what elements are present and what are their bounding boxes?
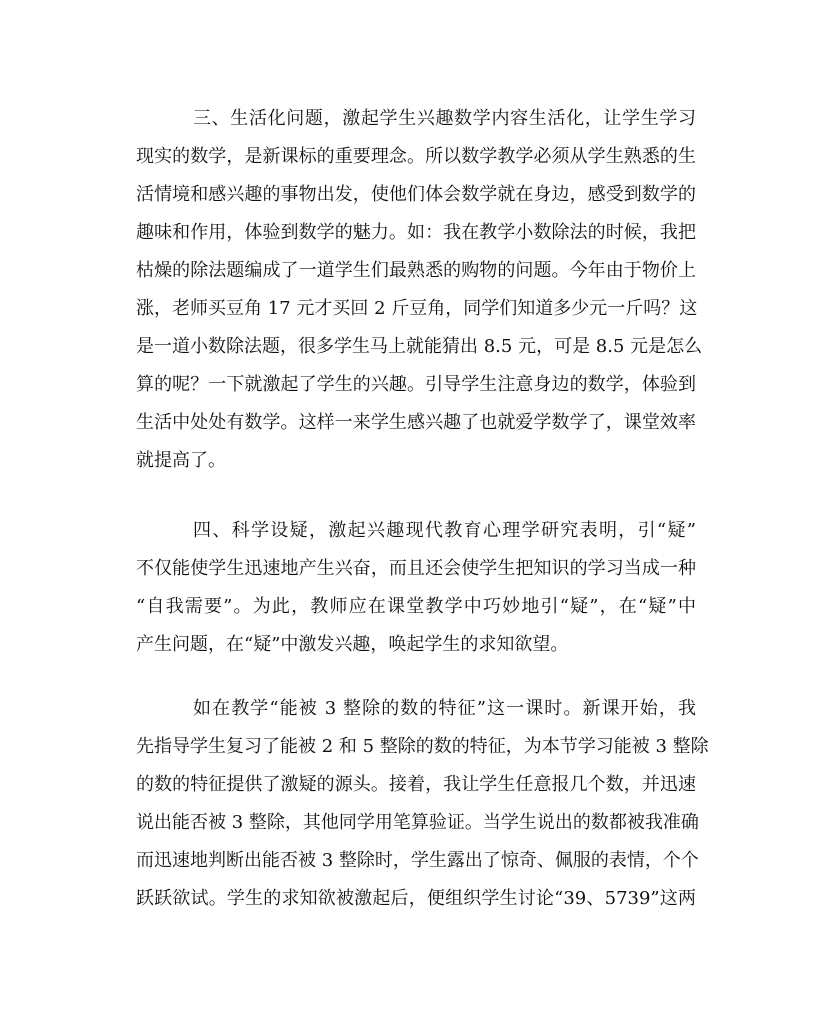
text-line: 枯燥的除法题编成了一道学生们最熟悉的购物的问题。今年由于物价上 bbox=[136, 260, 696, 281]
text-line: 先指导学生复习了能被 2 和 5 整除的数的特征，为本节学习能被 3 整除 bbox=[136, 736, 709, 757]
text-line: 现实的数学，是新课标的重要理念。所以数学教学必须从学生熟悉的生 bbox=[136, 146, 696, 167]
text-line: 的数的特征提供了激疑的源头。接着，我让学生任意报几个数，并迅速 bbox=[136, 774, 696, 795]
text-line: 说出能否被 3 整除，其他同学用笔算验证。当学生说出的数都被我准确 bbox=[136, 812, 699, 833]
text-line: “自我需要”。为此，教师应在课堂教学中巧妙地引“疑”，在“疑”中 bbox=[136, 596, 696, 617]
text-line: 如在教学“能被 3 整除的数的特征”这一课时。新课开始，我 bbox=[193, 698, 696, 719]
text-line: 跃跃欲试。学生的求知欲被激起后，便组织学生讨论“39、5739”这两 bbox=[136, 888, 696, 909]
text-line: 涨，老师买豆角 17 元才买回 2 斤豆角，同学们知道多少元一斤吗？这 bbox=[136, 298, 698, 319]
text-line: 不仅能使学生迅速地产生兴奋，而且还会使学生把知识的学习当成一种 bbox=[136, 558, 696, 579]
text-line: 产生问题，在“疑”中激发兴趣，唤起学生的求知欲望。 bbox=[136, 634, 569, 655]
text-line: 趣味和作用，体验到数学的魅力。如：我在教学小数除法的时候，我把 bbox=[136, 222, 696, 243]
text-line: 生活中处处有数学。这样一来学生感兴趣了也就爱学数学了，课堂效率 bbox=[136, 412, 696, 433]
text-line: 而迅速地判断出能否被 3 整除时，学生露出了惊奇、佩服的表情，个个 bbox=[136, 850, 699, 871]
text-line: 就提高了。 bbox=[136, 450, 226, 471]
text-line: 是一道小数除法题，很多学生马上就能猜出 8.5 元，可是 8.5 元是怎么 bbox=[136, 336, 703, 357]
text-line: 四、科学设疑，激起兴趣现代教育心理学研究表明，引“疑” bbox=[193, 520, 696, 541]
text-line: 三、生活化问题，激起学生兴趣数学内容生活化，让学生学习 bbox=[193, 108, 696, 129]
text-line: 活情境和感兴趣的事物出发，使他们体会数学就在身边，感受到数学的 bbox=[136, 184, 696, 205]
text-line: 算的呢？一下就激起了学生的兴趣。引导学生注意身边的数学，体验到 bbox=[136, 374, 696, 395]
